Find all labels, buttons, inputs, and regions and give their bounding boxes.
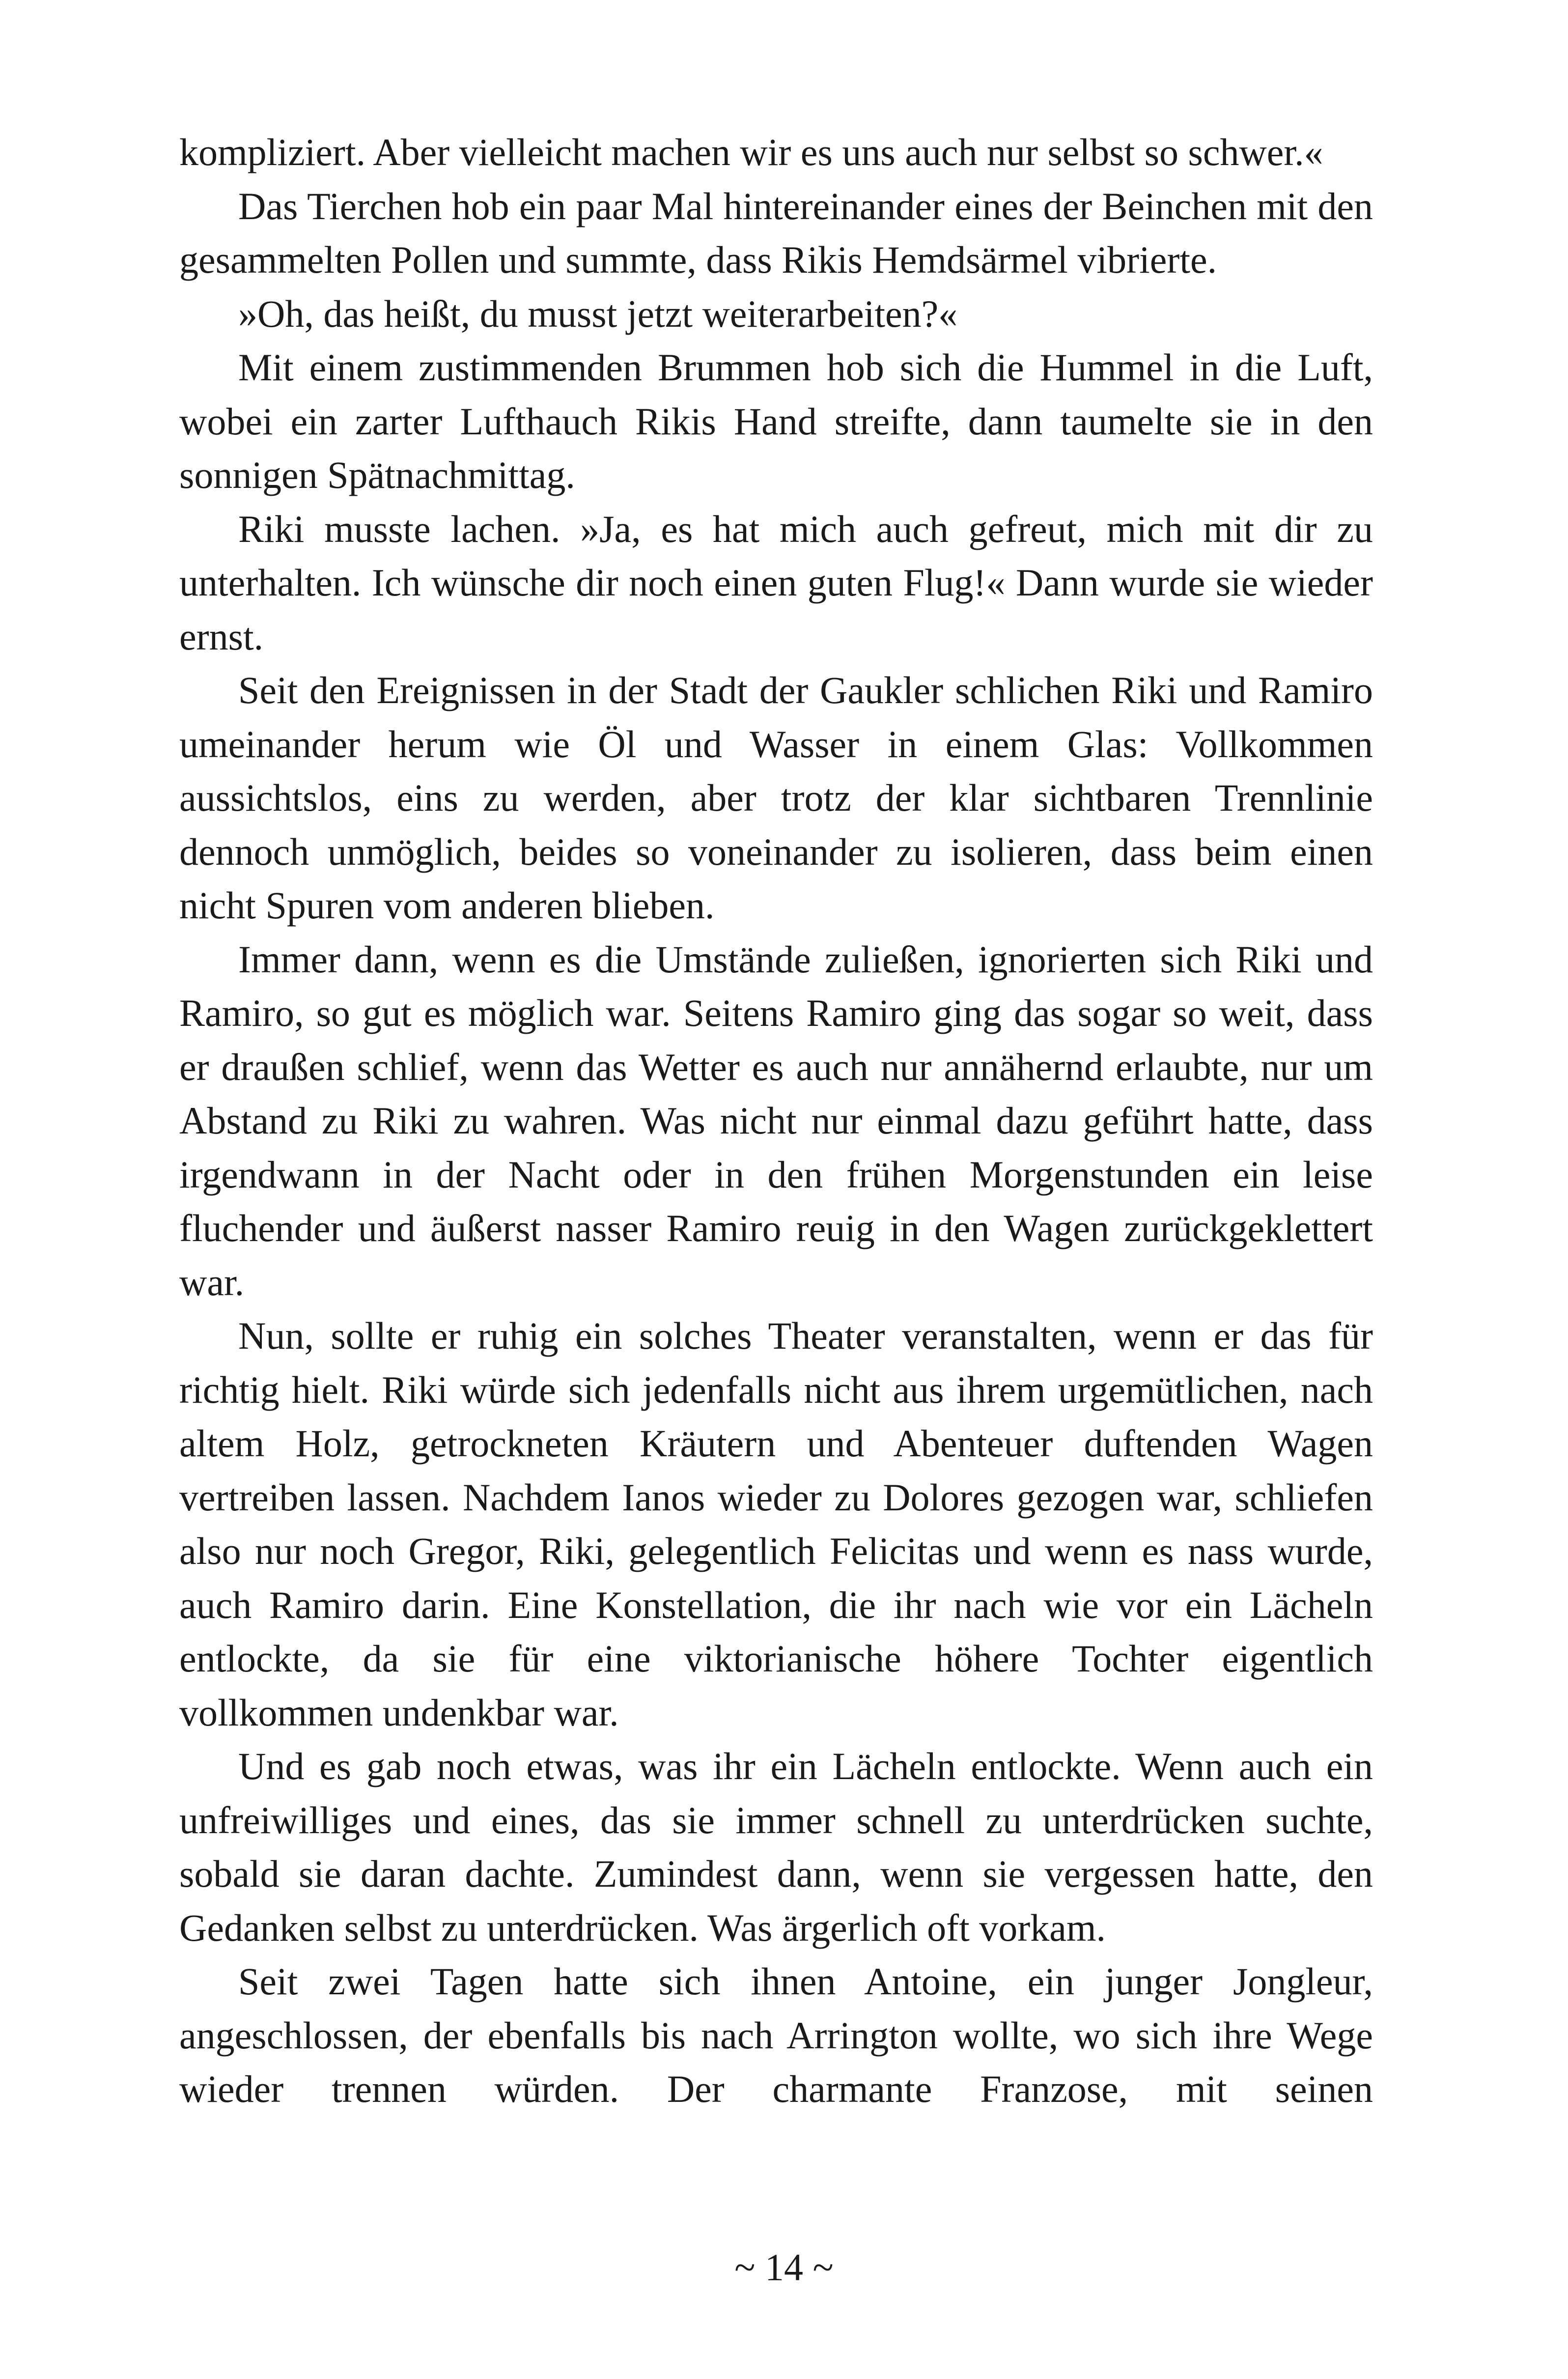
page-body <box>179 125 1373 2116</box>
page-number: ~ 14 ~ <box>734 2246 834 2289</box>
paragraph: kompliziert. Aber vielleicht machen wir es uns auch nur selbst so schwer.« <box>179 131 1323 173</box>
paragraph-continued: Seit zwei Tagen hatte sich ihnen Antoine, ein junger Jongleur, angeschlossen, der ebenfalls bis nach Arrington wollte, wo sich ihre Wege wieder trennen würden. Der charmante Franzose, mit seinen <box>179 1960 1373 2110</box>
paragraph: Nun, sollte er ruhig ein solches Theater veranstalten, wenn er das für richtig hielt. Riki würde sich jedenfalls nicht aus ihrem urgemütlichen, nach altem Holz, getrockneten Kräutern und Abenteuer duftenden Wagen vertreiben lassen. Nachdem Ianos wieder zu Dolores gezogen war, schliefen also nur noch Gregor, Riki, gelegentlich Felicitas und wenn es nass wurde, auch Ramiro darin. Eine Konstellation, die ihr nach wie vor ein Lächeln entlockte, da sie für eine viktorianische höhere Tochter eigentlich vollkommen undenkbar war. <box>179 1314 1373 1734</box>
paragraph: Riki musste lachen. »Ja, es hat mich auch gefreut, mich mit dir zu unterhalten. Ich wünsche dir noch einen guten Flug!« Dann wurde sie wieder ernst. <box>179 507 1373 658</box>
paragraph: Seit den Ereignissen in der Stadt der Gaukler schlichen Riki und Ramiro umeinander herum wie Öl und Wasser in einem Glas: Vollkommen aussichtslos, eins zu werden, aber trotz der klar sichtbaren Trennlinie dennoch unmöglich, beides so voneinander zu isolieren, dass beim einen nicht Spuren vom anderen blieben. <box>179 669 1373 927</box>
paragraph: »Oh, das heißt, du musst jetzt weiterarbeiten?« <box>238 292 958 335</box>
paragraph: Und es gab noch etwas, was ihr ein Lächeln entlockte. Wenn auch ein unfreiwilliges und eines, das sie immer schnell zu unterdrücken suchte, sobald sie daran dachte. Zumindest dann, wenn sie vergessen hatte, den Gedanken selbst zu unterdrücken. Was ärgerlich oft vorkam. <box>179 1745 1373 1949</box>
paragraph: Mit einem zustimmenden Brummen hob sich die Hummel in die Luft, wobei ein zarter Lufthauch Rikis Hand streifte, dann taumelte sie in den sonnigen Spätnachmittag. <box>179 346 1373 496</box>
paragraph: Das Tierchen hob ein paar Mal hintereinander eines der Beinchen mit den gesammelten Pollen und summte, dass Rikis Hemdsärmel vibrierte. <box>179 184 1373 281</box>
paragraph: Immer dann, wenn es die Umstände zuließen, ignorierten sich Riki und Ramiro, so gut es möglich war. Seitens Ramiro ging das sogar so weit, dass er draußen schlief, wenn das Wetter es auch nur annähernd erlaubte, nur um Abstand zu Riki zu wahren. Was nicht nur einmal dazu geführt hatte, dass irgendwann in der Nacht oder in den frühen Morgenstunden ein leise fluchender und äußerst nasser Ramiro reuig in den Wagen zurückgeklettert war. <box>179 937 1373 1303</box>
